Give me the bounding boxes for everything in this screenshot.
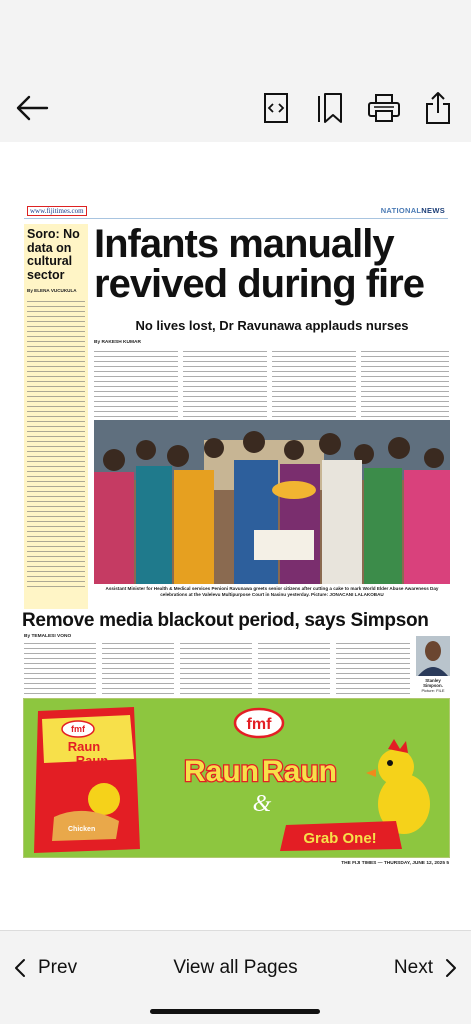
- pack-brand: fmf: [71, 724, 85, 734]
- second-column-3: [180, 640, 252, 698]
- newspaper-page[interactable]: [0, 142, 471, 930]
- sidebar-story: [24, 224, 88, 609]
- print-icon: [367, 93, 401, 123]
- website-url: www.fijitimes.com: [27, 206, 87, 216]
- ad-product-word-1: Raun: [184, 755, 259, 788]
- pack-name-1: Raun: [67, 739, 101, 754]
- sidebar-body-text: [27, 298, 85, 588]
- prev-label: Prev: [38, 957, 78, 978]
- top-toolbar: [0, 0, 471, 142]
- main-column-4: [361, 348, 449, 418]
- sidebar-byline: By ELENA VUCUKULA: [27, 288, 77, 293]
- main-column-1: [94, 348, 178, 418]
- chevron-right-icon: [445, 958, 457, 978]
- next-page-button[interactable]: [394, 957, 457, 979]
- sidebar-headline: Soro: No data on cultural sector: [27, 227, 80, 282]
- view-all-pages-button[interactable]: View all Pages: [173, 957, 298, 978]
- main-column-2: [183, 348, 267, 418]
- fit-width-icon: [263, 92, 289, 124]
- main-subhead: No lives lost, Dr Ravunawa applauds nurses: [135, 318, 409, 333]
- page-footer: THE FIJI TIMES — THURSDAY, JUNE 12, 2025 5: [341, 861, 449, 866]
- second-byline: By TEMALESI VONO: [24, 634, 72, 639]
- ad-product-word-2: Raun: [262, 755, 337, 788]
- main-byline: By RAKESH KUMAR: [94, 340, 141, 345]
- share-icon: [424, 91, 452, 125]
- ad-cta: Grab One!: [303, 830, 377, 847]
- bookmark-icon: [315, 92, 345, 124]
- prev-page-button[interactable]: [14, 957, 77, 979]
- pack-name-2: Raun: [75, 753, 109, 768]
- portrait-caption: [416, 678, 450, 693]
- section-suffix: NEWS: [421, 206, 445, 215]
- second-column-5: [336, 640, 410, 698]
- pack-chicken-icon: [88, 783, 120, 815]
- next-label: Next: [393, 957, 433, 978]
- back-arrow-icon: [15, 94, 49, 122]
- second-column-2: [102, 640, 174, 698]
- simpson-portrait: [416, 636, 450, 676]
- main-photo[interactable]: [94, 420, 450, 584]
- back-button[interactable]: [12, 88, 52, 128]
- second-column-4: [258, 640, 330, 698]
- top-divider: [24, 218, 448, 219]
- share-button[interactable]: [418, 88, 458, 128]
- bottom-navigation: [0, 930, 471, 1024]
- second-column-1: [24, 640, 96, 698]
- fmf-logo-text: fmf: [246, 716, 272, 733]
- main-column-3: [272, 348, 356, 418]
- chevron-left-icon: [14, 958, 26, 978]
- crowd-photo-image: [94, 420, 450, 584]
- ad-artwork: [24, 699, 450, 858]
- portrait-name: Stanley Simpson.: [423, 678, 443, 688]
- print-button[interactable]: [364, 88, 404, 128]
- ad-ampersand: &: [252, 791, 272, 817]
- section-label: [381, 206, 445, 215]
- portrait-image: [416, 636, 450, 676]
- home-indicator[interactable]: [150, 1009, 320, 1014]
- second-headline: Remove media blackout period, says Simpson: [22, 610, 429, 631]
- main-headline: Infants manually revived during fire: [94, 222, 424, 306]
- portrait-credit: Picture: FILE: [421, 688, 445, 693]
- pack-flavour: Chicken: [68, 826, 96, 833]
- bookmark-button[interactable]: [310, 88, 350, 128]
- photo-caption: Assistant Minister for Health & Medical services Penioni Ravunawa greets senior citizens after cutting a cake to mark World Elder Abuse Awareness Day celebrations at the Valelevu Multipurpose Court in Nasinu yesterday. Picture: JONACANI LALAKOBAU: [105, 586, 439, 597]
- section-prefix: NATIONAL: [380, 206, 422, 215]
- fmf-raun-raun-advertisement[interactable]: [23, 698, 450, 858]
- fit-width-button[interactable]: [256, 88, 296, 128]
